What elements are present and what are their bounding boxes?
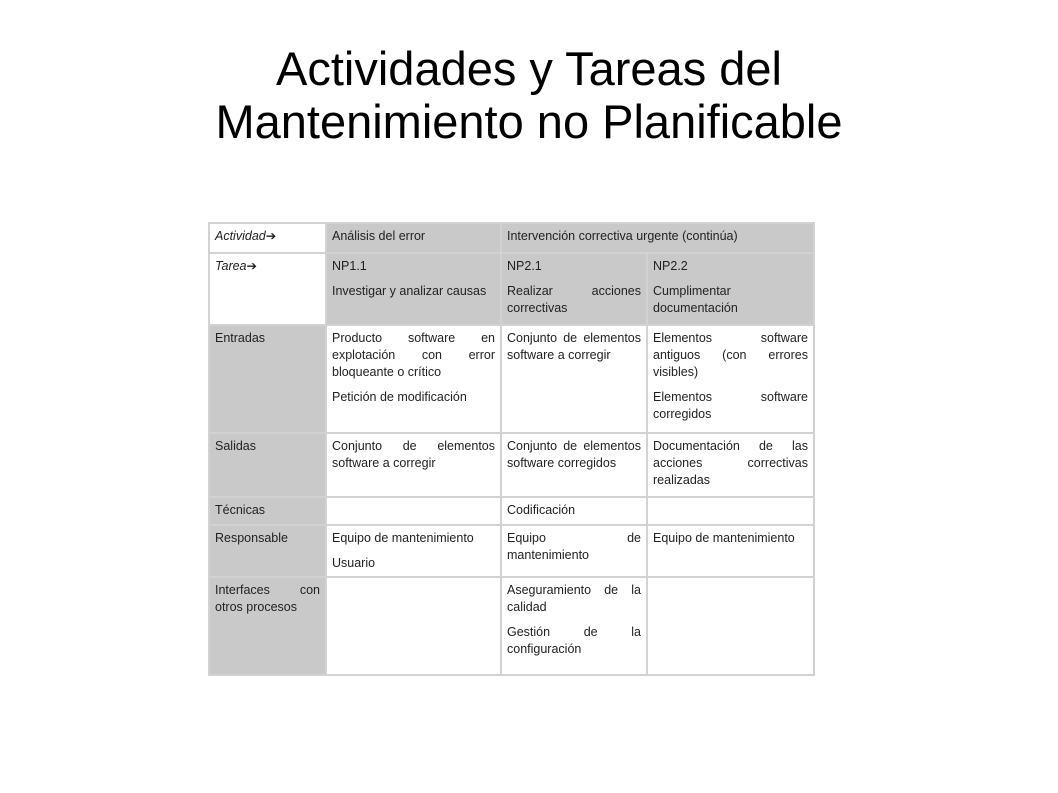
interfaces-np21-item: Gestión de la configuración	[507, 625, 641, 656]
slide-title-line-2: Mantenimiento no Planificable	[215, 95, 843, 148]
task-label: Tarea➔	[209, 253, 326, 325]
tecnicas-np11	[326, 497, 501, 525]
salidas-np11: Conjunto de elementos software a corregir	[326, 433, 501, 497]
interfaces-np21-item: Aseguramiento de la calidad	[507, 583, 641, 614]
interfaces-np22	[647, 577, 814, 675]
activity-analisis: Análisis del error	[326, 223, 501, 253]
entradas-np22-item: Elementos software corregidos	[653, 390, 808, 421]
table-row-task	[209, 253, 814, 325]
entradas-np11-item: Producto software en explotación con error bloqueante o crítico	[332, 331, 495, 379]
row-label-entradas: Entradas	[209, 325, 326, 433]
salidas-np22: Documentación de las acciones correctivas realizadas	[647, 433, 814, 497]
table-row-responsable	[209, 525, 814, 577]
interfaces-np21	[501, 577, 647, 675]
activity-label: Actividad➔	[209, 223, 326, 253]
slide-title	[0, 42, 1058, 148]
responsable-np11-item: Equipo de mantenimiento	[332, 531, 474, 545]
task-np11-code: NP1.1	[332, 259, 367, 273]
row-label-salidas: Salidas	[209, 433, 326, 497]
row-label-responsable: Responsable	[209, 525, 326, 577]
tecnicas-np21: Codificación	[501, 497, 647, 525]
task-np22	[647, 253, 814, 325]
table-row-tecnicas	[209, 497, 814, 525]
table-row-activity	[209, 223, 814, 253]
task-np11	[326, 253, 501, 325]
interfaces-np11	[326, 577, 501, 675]
table-row-entradas	[209, 325, 814, 433]
task-np21-name: Realizar acciones correctivas	[507, 284, 641, 315]
activities-tasks-table	[208, 222, 815, 676]
row-label-tecnicas: Técnicas	[209, 497, 326, 525]
entradas-np11	[326, 325, 501, 433]
responsable-np22: Equipo de mantenimiento	[647, 525, 814, 577]
table-row-interfaces	[209, 577, 814, 675]
task-np21-code: NP2.1	[507, 259, 542, 273]
entradas-np21-item: Conjunto de elementos software a corregir	[507, 331, 641, 362]
responsable-np11	[326, 525, 501, 577]
responsable-np11-item: Usuario	[332, 556, 376, 570]
task-np22-name: Cumplimentar documentación	[653, 284, 738, 315]
slide-title-line-1: Actividades y Tareas del	[276, 42, 782, 95]
tecnicas-np22	[647, 497, 814, 525]
activity-intervencion: Intervención correctiva urgente (continúa)	[501, 223, 814, 253]
entradas-np11-item: Petición de modificación	[332, 390, 467, 404]
entradas-np21	[501, 325, 647, 433]
task-np22-code: NP2.2	[653, 259, 688, 273]
entradas-np22-item: Elementos software antiguos (con errores visibles)	[653, 331, 808, 379]
table-row-salidas	[209, 433, 814, 497]
entradas-np22	[647, 325, 814, 433]
row-label-interfaces: Interfaces con otros procesos	[209, 577, 326, 675]
salidas-np21: Conjunto de elementos software corregidos	[501, 433, 647, 497]
responsable-np21: Equipo de mantenimiento	[501, 525, 647, 577]
task-np11-name: Investigar y analizar causas	[332, 284, 487, 298]
task-np21	[501, 253, 647, 325]
